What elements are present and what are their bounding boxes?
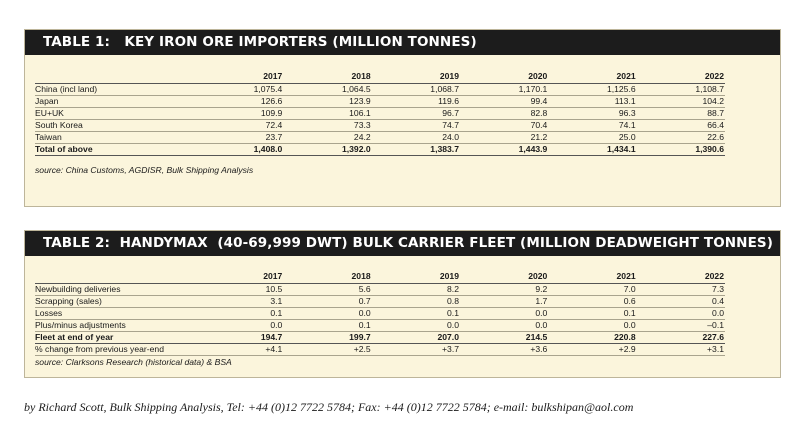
table-cell: 3.1 xyxy=(195,295,283,307)
table-cell: 9.2 xyxy=(460,283,548,295)
table-cell: 1,125.6 xyxy=(548,83,636,95)
table1-grid xyxy=(35,70,725,156)
table-cell: 74.1 xyxy=(548,119,636,131)
table-cell: 21.2 xyxy=(460,131,548,143)
table1-source-note: source: China Customs, AGDISR, Bulk Shipping Analysis xyxy=(35,165,254,175)
total-cell: 1,443.9 xyxy=(460,143,548,155)
row-label: South Korea xyxy=(35,119,195,131)
table-cell: +3.6 xyxy=(460,343,548,355)
table-cell: 109.9 xyxy=(195,107,283,119)
table-cell: 96.7 xyxy=(372,107,460,119)
table-cell: +2.9 xyxy=(548,343,636,355)
row-label: Plus/minus adjustments xyxy=(35,319,195,331)
table2-panel xyxy=(24,230,781,378)
table-cell: 113.1 xyxy=(548,95,636,107)
table-cell: 1,170.1 xyxy=(460,83,548,95)
table-cell: 0.6 xyxy=(548,295,636,307)
table-cell: 74.7 xyxy=(372,119,460,131)
table2-year-header: 2018 xyxy=(283,270,371,283)
table-row xyxy=(35,295,725,307)
table-cell: 96.3 xyxy=(548,107,636,119)
table-row xyxy=(35,319,725,331)
author-byline: by Richard Scott, Bulk Shipping Analysis, Tel: +44 (0)12 7722 5784; Fax: +44 (0)12 7722 5784; e-mail: bulkshipan@aol.com xyxy=(24,400,634,414)
table-cell: 7.3 xyxy=(637,283,725,295)
table-cell: 0.8 xyxy=(372,295,460,307)
table2-grid xyxy=(35,270,725,356)
total-cell: 194.7 xyxy=(195,331,283,343)
table2-year-header: 2017 xyxy=(195,270,283,283)
table-row xyxy=(35,95,725,107)
table-cell: 0.4 xyxy=(637,295,725,307)
table-cell: 0.1 xyxy=(548,307,636,319)
table-cell: 5.6 xyxy=(283,283,371,295)
table-cell: 0.0 xyxy=(637,307,725,319)
table-row xyxy=(35,131,725,143)
table-row xyxy=(35,307,725,319)
table-cell: 104.2 xyxy=(637,95,725,107)
total-label: Total of above xyxy=(35,143,195,155)
table-cell: 99.4 xyxy=(460,95,548,107)
table-cell: 82.8 xyxy=(460,107,548,119)
table1-year-header: 2020 xyxy=(460,70,548,83)
table1-year-header: 2017 xyxy=(195,70,283,83)
table-cell: 0.0 xyxy=(460,319,548,331)
table-row xyxy=(35,283,725,295)
table1-panel xyxy=(24,29,781,207)
table-cell: 1.7 xyxy=(460,295,548,307)
table-cell: 0.1 xyxy=(372,307,460,319)
table-cell: 22.6 xyxy=(637,131,725,143)
table-cell: 123.9 xyxy=(283,95,371,107)
total-cell: 1,408.0 xyxy=(195,143,283,155)
table1-header-blank xyxy=(35,70,195,83)
table-cell: 1,108.7 xyxy=(637,83,725,95)
row-label: EU+UK xyxy=(35,107,195,119)
row-label: China (incl land) xyxy=(35,83,195,95)
table-cell: 1,075.4 xyxy=(195,83,283,95)
table1-header-row xyxy=(35,70,725,83)
table-cell: 0.0 xyxy=(283,307,371,319)
table-cell: 70.4 xyxy=(460,119,548,131)
total-cell: 1,390.6 xyxy=(637,143,725,155)
total-cell: 207.0 xyxy=(372,331,460,343)
table2-header-blank xyxy=(35,270,195,283)
table-cell: 0.7 xyxy=(283,295,371,307)
table2-title: TABLE 2: HANDYMAX (40-69,999 DWT) BULK CARRIER FLEET (MILLION DEADWEIGHT TONNES) xyxy=(25,231,780,256)
table-cell: 1,068.7 xyxy=(372,83,460,95)
total-cell: 227.6 xyxy=(637,331,725,343)
table-cell: 7.0 xyxy=(548,283,636,295)
table2-year-header: 2022 xyxy=(637,270,725,283)
table-cell: 24.0 xyxy=(372,131,460,143)
table-cell: 73.3 xyxy=(283,119,371,131)
total-label: Fleet at end of year xyxy=(35,331,195,343)
table2-year-header: 2021 xyxy=(548,270,636,283)
table1-year-header: 2018 xyxy=(283,70,371,83)
table-cell: 0.1 xyxy=(195,307,283,319)
table-cell: 119.6 xyxy=(372,95,460,107)
table1-year-header: 2022 xyxy=(637,70,725,83)
table-cell: 66.4 xyxy=(637,119,725,131)
table1-total-row xyxy=(35,143,725,155)
table-cell: 0.0 xyxy=(372,319,460,331)
total-cell: 199.7 xyxy=(283,331,371,343)
table-row xyxy=(35,119,725,131)
table-row xyxy=(35,107,725,119)
table2-change-row xyxy=(35,343,725,355)
table-cell: 126.6 xyxy=(195,95,283,107)
table1-year-header: 2021 xyxy=(548,70,636,83)
table-row xyxy=(35,83,725,95)
row-label: Scrapping (sales) xyxy=(35,295,195,307)
table-cell: 88.7 xyxy=(637,107,725,119)
table-cell: 1,064.5 xyxy=(283,83,371,95)
table-cell: 0.0 xyxy=(195,319,283,331)
table2-header-row xyxy=(35,270,725,283)
table1-title: TABLE 1: KEY IRON ORE IMPORTERS (MILLION TONNES) xyxy=(25,30,780,55)
total-cell: 1,434.1 xyxy=(548,143,636,155)
total-cell: 214.5 xyxy=(460,331,548,343)
table-cell: 10.5 xyxy=(195,283,283,295)
total-cell: 1,383.7 xyxy=(372,143,460,155)
row-label: Newbuilding deliveries xyxy=(35,283,195,295)
table-cell: 23.7 xyxy=(195,131,283,143)
table-cell: +3.7 xyxy=(372,343,460,355)
row-label: Japan xyxy=(35,95,195,107)
table-cell: 72.4 xyxy=(195,119,283,131)
total-cell: 220.8 xyxy=(548,331,636,343)
row-label: % change from previous year-end xyxy=(35,343,195,355)
table-cell: +2.5 xyxy=(283,343,371,355)
table-cell: 24.2 xyxy=(283,131,371,143)
table2-fleet-row xyxy=(35,331,725,343)
table2-year-header: 2020 xyxy=(460,270,548,283)
table-cell: 0.0 xyxy=(548,319,636,331)
table2-source-note: source: Clarksons Research (historical data) & BSA xyxy=(35,357,232,367)
table-cell: 106.1 xyxy=(283,107,371,119)
row-label: Taiwan xyxy=(35,131,195,143)
table-cell: 0.0 xyxy=(460,307,548,319)
table-cell: +3.1 xyxy=(637,343,725,355)
table-cell: +4.1 xyxy=(195,343,283,355)
table1-year-header: 2019 xyxy=(372,70,460,83)
table-cell: 8.2 xyxy=(372,283,460,295)
row-label: Losses xyxy=(35,307,195,319)
table2-year-header: 2019 xyxy=(372,270,460,283)
table-cell: –0.1 xyxy=(637,319,725,331)
total-cell: 1,392.0 xyxy=(283,143,371,155)
table-cell: 0.1 xyxy=(283,319,371,331)
table-cell: 25.0 xyxy=(548,131,636,143)
